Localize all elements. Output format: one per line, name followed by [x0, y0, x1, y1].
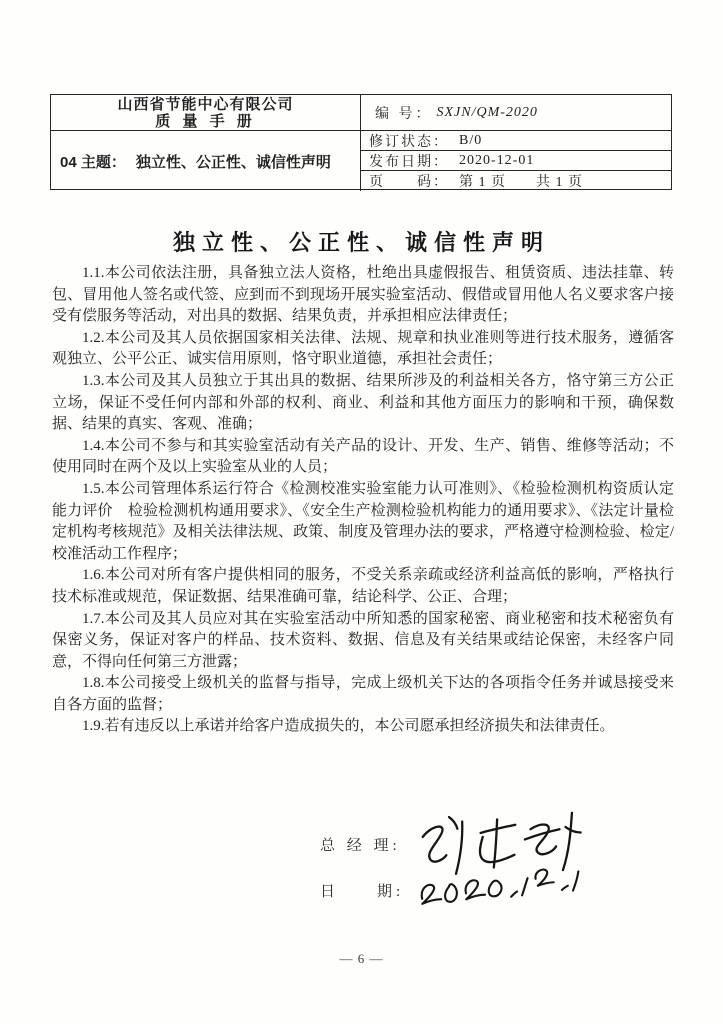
revision-status-value: B/0	[459, 132, 483, 148]
manual-title: 质 量 手 册	[155, 112, 256, 130]
footer-page-number: — 6 —	[339, 951, 384, 966]
document-body	[52, 263, 674, 738]
paragraph-1-4: 1.4.本公司不参与和其实验室活动有关产品的设计、开发、生产、销售、维修等活动；不使用同时在两个及以上实验室从业的人员；	[52, 437, 674, 476]
page-title: 独立性、公正性、诚信性声明	[172, 230, 550, 255]
paragraph-1-5: 1.5.本公司管理体系运行符合《检测校准实验室能力认可准则》、《检验检测机构资质认定能力评价 检验检测机构通用要求》、《安全生产检测检验机构能力的通用要求》、《法定计量检定机构考核规范》及相关法律法规、政策、制度及管理办法的要求，严格遵守检测检验、检定/校准活动工作程序；	[52, 480, 674, 562]
paragraph-1-6: 1.6.本公司对所有客户提供相同的服务，不受关系亲疏或经济利益高低的影响，严格执行技术标准或规范，保证数据、结果准确可靠，结论科学、公正、合理；	[52, 567, 674, 605]
company-name: 山西省节能中心有限公司	[117, 95, 294, 113]
revision-status-label: 修订状态：	[369, 134, 449, 150]
signature-date-row	[320, 866, 591, 918]
doc-number-value: SXJN/QM-2020	[436, 104, 538, 120]
header-table	[50, 94, 672, 190]
topic-label: 04 主题：	[60, 153, 126, 171]
paragraph-1-2: 1.2.本公司及其人员依据国家相关法律、法规、规章和执业准则等进行技术服务，遵循客观独立、公平公正、诚实信用原则，恪守职业道德，承担社会责任；	[52, 329, 674, 368]
header-revision-row	[360, 131, 671, 151]
release-date-label: 发布日期：	[369, 154, 449, 170]
paragraph-1-1: 1.1.本公司依法注册，具备独立法人资格，杜绝出具虚假报告、租赁资质、违法挂靠、转包、冒用他人签名或代签、应到而不到现场开展实验室活动、假借或冒用他人名义要求客户接受有偿服务等活动，对出具的数据、结果负责，并承担相应法律责任；	[52, 265, 674, 325]
paragraph-1-3: 1.3.本公司及其人员独立于其出具的数据、结果所涉及的利益相关各方，恪守第三方公正立场，保证不受任何内部和外部的权利、商业、利益和其他方面压力的影响和干预，确保数据、结果的真实、客观、准确；	[52, 372, 674, 433]
header-topic-cell	[51, 131, 360, 191]
page-code-label: 页 码：	[369, 175, 449, 190]
header-company-cell	[51, 95, 360, 131]
date-label: 日 期:	[320, 884, 405, 900]
paragraph-1-8: 1.8.本公司接受上级机关的监督与指导，完成上级机关下达的各项指令任务并诚恳接受来自各方面的监督；	[52, 675, 674, 713]
header-release-date-row	[360, 151, 671, 171]
header-page-code-row	[360, 171, 671, 191]
header-doc-number-cell	[360, 95, 671, 131]
general-manager-label: 总 经 理:	[320, 838, 401, 854]
doc-number-label: 编 号：	[375, 106, 433, 122]
handwritten-date	[415, 863, 592, 921]
page-code-value: 第 1 页 共 1 页	[459, 175, 583, 190]
topic-value: 独立性、公正性、诚信性声明	[135, 153, 331, 171]
paragraph-1-7: 1.7.本公司及其人员应对其在实验室活动中所知悉的国家秘密、商业秘密和技术秘密负有保密义务，保证对客户的样品、技术资料、数据、信息及有关结果或结论保密，未经客户同意，不得向任何第三方泄露；	[52, 610, 674, 670]
paragraph-1-9: 1.9.若有违反以上承诺并给客户造成损失的，本公司愿承担经济损失和法律责任。	[82, 718, 615, 735]
release-date-value: 2020-12-01	[459, 152, 535, 168]
